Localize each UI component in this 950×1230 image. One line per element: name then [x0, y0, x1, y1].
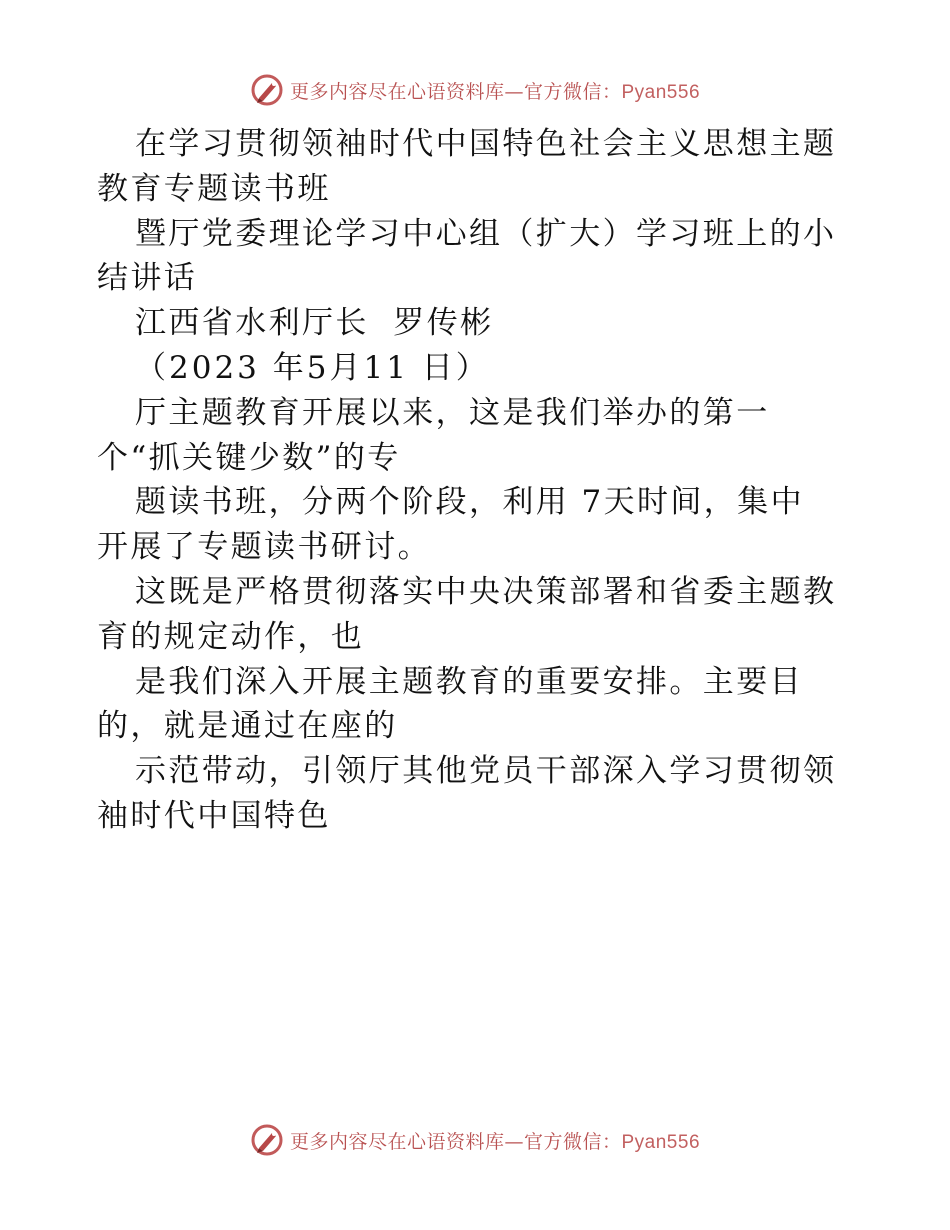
paragraph-line: 育的规定动作，也: [97, 618, 365, 655]
paragraph-line: 个“抓关键少数”的专: [97, 439, 401, 476]
paragraph-line: 示范带动，引领厅其他党员干部深入学习贯彻领: [135, 753, 837, 790]
paragraph-line: 开展了专题读书研讨。: [97, 529, 431, 566]
paragraph-line: 是我们深入开展主题教育的重要安排。主要目: [135, 663, 803, 700]
footer-banner-text: 更多内容尽在心语资料库—官方微信：Pyan556: [289, 1130, 701, 1153]
pen-logo-icon: [250, 1123, 284, 1157]
header-banner: [0, 70, 950, 110]
author-line: 江西省水利厅长 罗传彬: [135, 305, 494, 342]
title-line-4: 结讲话: [97, 260, 198, 297]
paragraph-line: 厅主题教育开展以来，这是我们举办的第一: [135, 394, 770, 431]
title-line-2: 教育专题读书班: [97, 170, 331, 207]
footer-banner: [0, 1120, 950, 1160]
paragraph-line: 这既是严格贯彻落实中央决策部署和省委主题教: [135, 573, 837, 610]
header-banner-text: 更多内容尽在心语资料库—官方微信：Pyan556: [289, 80, 701, 103]
paragraph-line: 题读书班，分两个阶段，利用 7天时间，集中: [135, 484, 804, 521]
title-line-1: 在学习贯彻领袖时代中国特色社会主义思想主题: [135, 126, 837, 162]
document-body: [97, 122, 857, 839]
paragraph-line: 的，就是通过在座的: [97, 708, 398, 745]
title-line-3: 暨厅党委理论学习中心组（扩大）学习班上的小: [135, 215, 837, 252]
paragraph-line: 袖时代中国特色: [97, 797, 331, 834]
date-line: （2023 年5月11 日）: [135, 349, 490, 386]
pen-logo-icon: [250, 73, 284, 107]
